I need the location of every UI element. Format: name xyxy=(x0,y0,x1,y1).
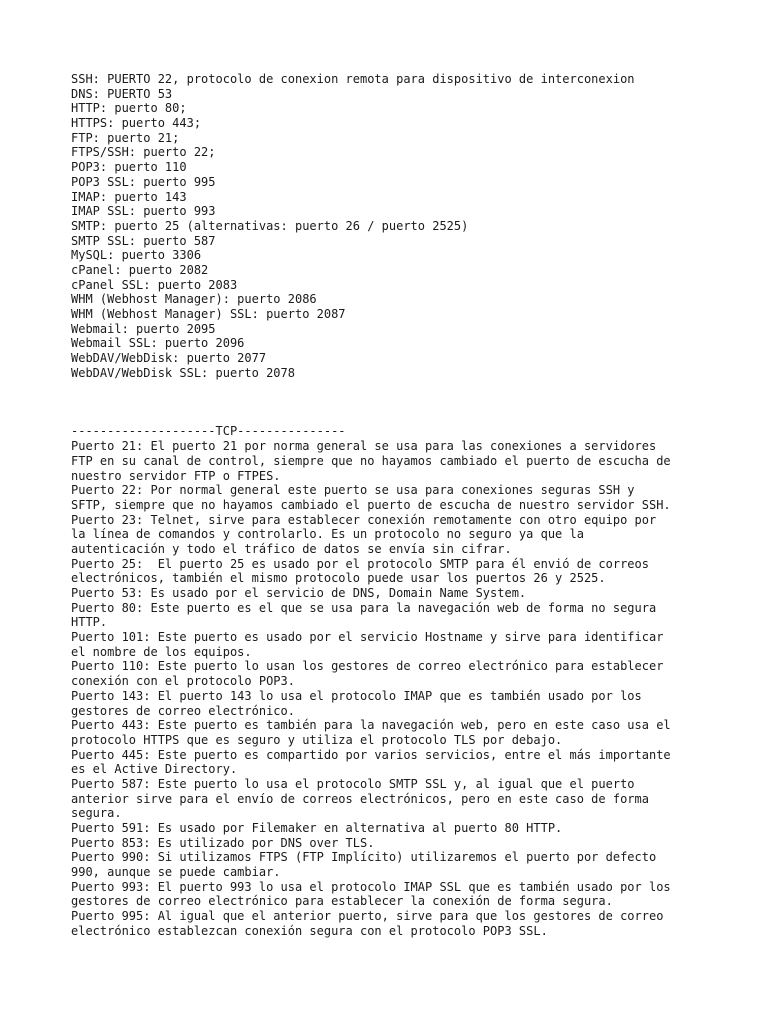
port-list-item: POP3: puerto 110 xyxy=(71,160,187,175)
tcp-port-entry-line: anterior sirve para el envío de correos electrónicos, pero en este caso de forma xyxy=(71,791,649,806)
tcp-section xyxy=(71,424,731,938)
tcp-port-entry xyxy=(71,909,731,938)
port-list-item: Webmail: puerto 2095 xyxy=(71,321,216,336)
tcp-port-entry xyxy=(71,601,731,630)
tcp-port-entry xyxy=(71,439,731,483)
tcp-port-entry xyxy=(71,880,731,909)
tcp-port-entry xyxy=(71,586,731,601)
tcp-port-entry-line: Puerto 23: Telnet, sirve para establecer conexión remotamente con otro equipo por xyxy=(71,512,657,527)
port-list-item: SSH: PUERTO 22, protocolo de conexion remota para dispositivo de interconexion xyxy=(71,72,635,86)
tcp-port-entry xyxy=(71,718,731,747)
tcp-port-entry-line: Puerto 80: Este puerto es el que se usa para la navegación web de forma no segura xyxy=(71,600,657,615)
tcp-port-entry-line: 990, aunque se puede cambiar. xyxy=(71,865,281,880)
tcp-heading: --------------------TCP--------------- xyxy=(71,424,346,439)
tcp-port-entry-line: es el Active Directory. xyxy=(71,762,238,777)
tcp-port-entry xyxy=(71,777,731,821)
tcp-port-entry-line: Puerto 25: El puerto 25 es usado por el protocolo SMTP para él envió de correos xyxy=(71,556,649,571)
tcp-port-entry-line: nuestro servidor FTP o FTPES. xyxy=(71,468,281,483)
port-list xyxy=(71,72,731,380)
tcp-port-entry xyxy=(71,748,731,777)
port-list-item: WebDAV/WebDisk: puerto 2077 xyxy=(71,351,267,366)
tcp-port-entry-line: Puerto 587: Este puerto lo usa el protocolo SMTP SSL y, al igual que el puerto xyxy=(71,776,635,791)
tcp-port-entry-line: Puerto 995: Al igual que el anterior puerto, sirve para que los gestores de correo xyxy=(71,909,664,924)
port-list-item: POP3 SSL: puerto 995 xyxy=(71,174,216,189)
port-list-item: SMTP: puerto 25 (alternativas: puerto 26 / puerto 2525) xyxy=(71,218,469,233)
tcp-port-entry xyxy=(71,659,731,688)
tcp-port-entry-line: protocolo HTTPS que es seguro y utiliza el protocolo TLS por debajo. xyxy=(71,732,563,747)
port-list-item: WHM (Webhost Manager): puerto 2086 xyxy=(71,292,317,307)
tcp-port-entry-line: Puerto 853: Es utilizado por DNS over TLS. xyxy=(71,835,375,850)
tcp-port-entry-line: Puerto 21: El puerto 21 por norma general se usa para las conexiones a servidores xyxy=(71,439,657,454)
tcp-port-entry-line: la línea de comandos y controlarlo. Es un protocolo no seguro ya que la xyxy=(71,527,584,542)
tcp-port-entry xyxy=(71,689,731,718)
tcp-port-entry-line: Puerto 22: Por normal general este puerto se usa para conexiones seguras SSH y xyxy=(71,483,635,498)
port-list-item: cPanel SSL: puerto 2083 xyxy=(71,277,238,292)
tcp-port-entry xyxy=(71,821,731,836)
tcp-port-entry-line: el nombre de los equipos. xyxy=(71,644,252,659)
tcp-port-entry-line: electrónico establezcan conexión segura con el protocolo POP3 SSL. xyxy=(71,923,548,938)
port-list-item: WebDAV/WebDisk SSL: puerto 2078 xyxy=(71,365,295,380)
tcp-port-entry-line: HTTP. xyxy=(71,615,108,630)
port-list-item: SMTP SSL: puerto 587 xyxy=(71,233,216,248)
tcp-port-entry-line: electrónicos, también el mismo protocolo puede usar los puertos 26 y 2525. xyxy=(71,571,606,586)
port-list-item: HTTP: puerto 80; xyxy=(71,101,187,116)
tcp-port-entry-line: autenticación y todo el tráfico de datos se envía sin cifrar. xyxy=(71,541,512,556)
tcp-port-entry xyxy=(71,850,731,879)
tcp-port-entry-line: Puerto 53: Es usado por el servicio de DNS, Domain Name System. xyxy=(71,586,527,600)
tcp-port-entry-line: conexión con el protocolo POP3. xyxy=(71,674,295,689)
tcp-port-entry-line: gestores de correo electrónico para establecer la conexión de forma segura. xyxy=(71,894,613,909)
port-list-item: IMAP SSL: puerto 993 xyxy=(71,204,216,219)
port-list-item: FTP: puerto 21; xyxy=(71,130,180,145)
port-list-item: Webmail SSL: puerto 2096 xyxy=(71,336,245,351)
tcp-port-entry xyxy=(71,836,731,851)
port-list-item: WHM (Webhost Manager) SSL: puerto 2087 xyxy=(71,307,346,321)
tcp-port-entry xyxy=(71,513,731,557)
port-list-item: DNS: PUERTO 53 xyxy=(71,86,173,101)
tcp-port-entry-line: Puerto 101: Este puerto es usado por el servicio Hostname y sirve para identificar xyxy=(71,630,664,645)
tcp-port-entry-line: Puerto 110: Este puerto lo usan los gestores de correo electrónico para establecer xyxy=(71,659,664,674)
port-list-item: FTPS/SSH: puerto 22; xyxy=(71,145,216,160)
tcp-entries xyxy=(71,439,731,938)
port-list-item: MySQL: puerto 3306 xyxy=(71,248,202,263)
tcp-port-entry-line: gestores de correo electrónico. xyxy=(71,703,295,718)
port-list-item: IMAP: puerto 143 xyxy=(71,189,187,204)
tcp-port-entry-line: Puerto 591: Es usado por Filemaker en alternativa al puerto 80 HTTP. xyxy=(71,821,563,835)
tcp-port-entry xyxy=(71,557,731,586)
tcp-port-entry-line: Puerto 993: El puerto 993 lo usa el protocolo IMAP SSL que es también usado por los xyxy=(71,879,671,894)
tcp-port-entry-line: segura. xyxy=(71,806,122,821)
port-list-item: HTTPS: puerto 443; xyxy=(71,116,202,131)
tcp-port-entry xyxy=(71,630,731,659)
tcp-port-entry-line: SFTP, siempre que no hayamos cambiado el puerto de escucha de nuestro servidor SSH. xyxy=(71,497,671,512)
tcp-port-entry-line: Puerto 990: Si utilizamos FTPS (FTP Implícito) utilizaremos el puerto por defecto xyxy=(71,850,657,865)
tcp-port-entry-line: FTP en su canal de control, siempre que no hayamos cambiado el puerto de escucha de xyxy=(71,453,671,468)
port-list-item: cPanel: puerto 2082 xyxy=(71,262,209,277)
tcp-port-entry xyxy=(71,483,731,512)
tcp-port-entry-line: Puerto 445: Este puerto es compartido por varios servicios, entre el más importante xyxy=(71,747,671,762)
tcp-port-entry-line: Puerto 143: El puerto 143 lo usa el protocolo IMAP que es también usado por los xyxy=(71,688,642,703)
tcp-port-entry-line: Puerto 443: Este puerto es también para la navegación web, pero en este caso usa el xyxy=(71,718,671,733)
document-page xyxy=(71,72,731,939)
